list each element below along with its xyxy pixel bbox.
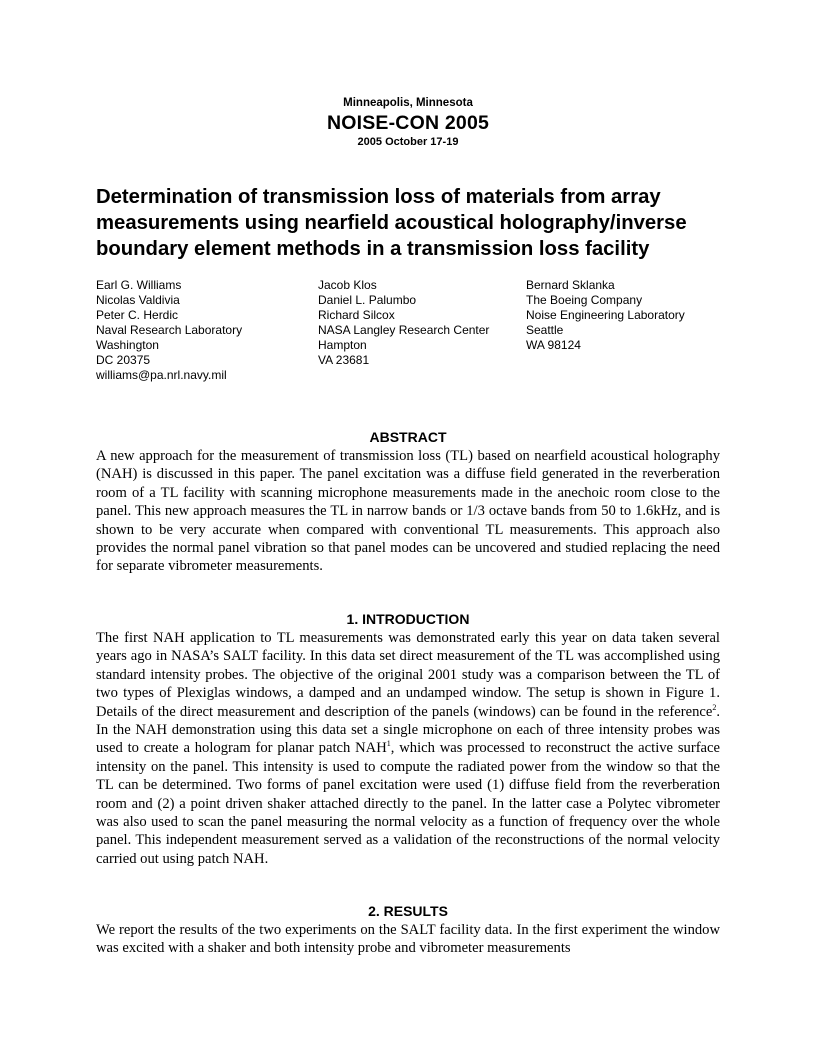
author-line: Naval Research Laboratory [96, 323, 243, 337]
author-line: VA 23681 [318, 353, 370, 367]
intro-text-part: . In the NAH demonstration using this data set a single microphone on each of three intensity probes was used to create a hologram for planar patch NAH [96, 703, 720, 757]
author-line: Noise Engineering Laboratory [526, 308, 685, 322]
results-text: We report the results of the two experiments on the SALT facility data. In the first experiment the window was excited with a shaker and both intensity probe and vibrometer measurements [96, 922, 720, 957]
author-line: The Boeing Company [526, 293, 643, 307]
author-line: Bernard Sklanka [526, 278, 615, 292]
author-line: Peter C. Herdic [96, 308, 179, 322]
author-line: Richard Silcox [318, 308, 395, 322]
author-block-boeing [526, 278, 685, 353]
author-line: Earl G. Williams [96, 278, 182, 292]
author-line: Hampton [318, 338, 367, 352]
conference-name: NOISE-CON 2005 [326, 112, 490, 134]
abstract-heading: ABSTRACT [369, 429, 447, 445]
author-email: williams@pa.nrl.navy.mil [96, 368, 227, 382]
paper-title: Determination of transmission loss of materials from array measurements using nearfield acoustical holography/inverse boundary element methods in a transmission loss facility [96, 186, 687, 260]
author-block-nrl [96, 278, 242, 383]
author-line: Seattle [526, 323, 564, 337]
author-block-nasa [318, 278, 489, 368]
author-line: NASA Langley Research Center [318, 323, 490, 337]
introduction-text [96, 629, 720, 868]
author-line: Nicolas Valdivia [96, 293, 180, 307]
author-line: WA 98124 [526, 338, 581, 352]
author-line: Daniel L. Palumbo [318, 293, 417, 307]
author-line: Jacob Klos [318, 278, 377, 292]
results-heading: 2. RESULTS [368, 903, 448, 919]
intro-text-part: The first NAH application to TL measurements was demonstrated early this year on data taken several years ago in NASA’s SALT facility. In this data set direct measurement of the TL was accomplished using standard intensity probes. The objective of the original 2001 study was a comparison between the TL of two types of Plexiglas windows, a damped and an undamped window. The setup is shown in Figure 1. Details of the direct measurement and description of the panels (windows) can be found in the reference [96, 630, 720, 720]
introduction-heading: 1. INTRODUCTION [346, 611, 470, 627]
intro-text-part: , which was processed to reconstruct the active surface intensity on the panel. This intensity is used to compute the radiated power from the window so that the TL can be determined. Two forms of panel excitation were used (1) diffuse field from the reverberation room and (2) a point driven shaker attached directly to the panel. In the latter case a Polytec vibrometer was also used to scan the panel measuring the normal velocity as a function of frequency over the whole panel. This independent measurement served as a validation of the reconstructions of the normal velocity carried out using patch NAH. [96, 740, 720, 867]
author-line: DC 20375 [96, 353, 151, 367]
conference-location: Minneapolis, Minnesota [343, 97, 473, 109]
reference-marker: 2 [712, 702, 717, 712]
reference-marker: 1 [386, 739, 391, 749]
conference-dates: 2005 October 17-19 [357, 136, 459, 148]
author-line: Washington [96, 338, 159, 352]
abstract-text: A new approach for the measurement of transmission loss (TL) based on nearfield acoustical holography (NAH) is discussed in this paper. The panel excitation was a diffuse field generated in the reverberation room of a TL facility with scanning microphone measurements made in the anechoic room close to the panel. This new approach measures the TL in narrow bands or 1/3 octave bands from 50 to 1.6kHz, and is shown to be very accurate when compared with conventional TL measurements. This approach also provides the normal panel vibration so that panel modes can be uncovered and studied replacing the need for separate vibrometer measurements. [96, 448, 720, 575]
